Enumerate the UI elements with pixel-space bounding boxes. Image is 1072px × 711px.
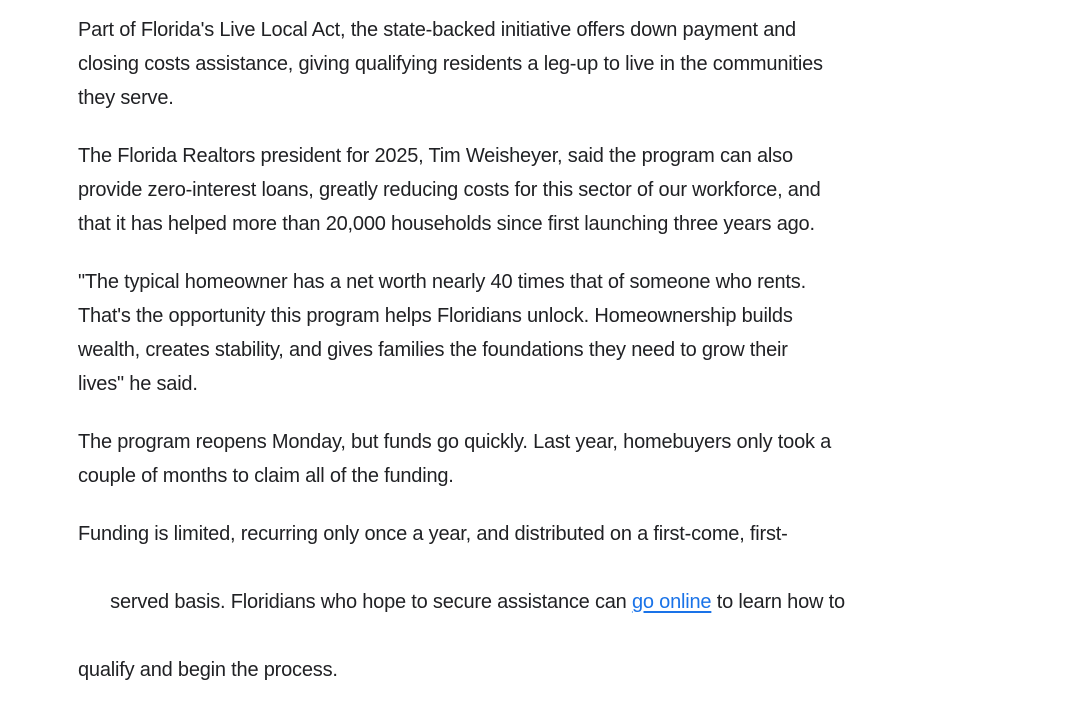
article-body (78, 13, 958, 711)
text-line: qualify and begin the process. (78, 659, 338, 681)
text-line: Funding is limited, recurring only once a year, and distributed on a first-come, first- (78, 523, 788, 545)
paragraph (78, 265, 958, 401)
text-line: they serve. (78, 87, 174, 109)
paragraph (78, 139, 958, 241)
text-line: couple of months to claim all of the funding. (78, 465, 454, 487)
text-line: wealth, creates stability, and gives families the foundations they need to grow their (78, 339, 788, 361)
text-line: "The typical homeowner has a net worth nearly 40 times that of someone who rents. (78, 271, 806, 293)
text-line: that it has helped more than 20,000 households since first launching three years ago. (78, 213, 815, 235)
text-line: closing costs assistance, giving qualifying residents a leg-up to live in the communities (78, 53, 823, 75)
text-line: Part of Florida's Live Local Act, the state-backed initiative offers down payment and (78, 19, 796, 41)
paragraph (78, 425, 958, 493)
paragraph (78, 13, 958, 115)
text-line: The program reopens Monday, but funds go quickly. Last year, homebuyers only took a (78, 431, 832, 453)
paragraph (78, 517, 958, 687)
go-online-link[interactable]: go online (631, 591, 712, 613)
text-line (78, 551, 958, 653)
text-segment: to learn how to (711, 591, 845, 613)
text-line: provide zero-interest loans, greatly reducing costs for this sector of our workforce, and (78, 179, 821, 201)
text-line: lives" he said. (78, 373, 198, 395)
text-line: That's the opportunity this program helps Floridians unlock. Homeownership builds (78, 305, 793, 327)
text-segment: served basis. Floridians who hope to secure assistance can (110, 591, 632, 613)
text-line: The Florida Realtors president for 2025, Tim Weisheyer, said the program can also (78, 145, 793, 167)
